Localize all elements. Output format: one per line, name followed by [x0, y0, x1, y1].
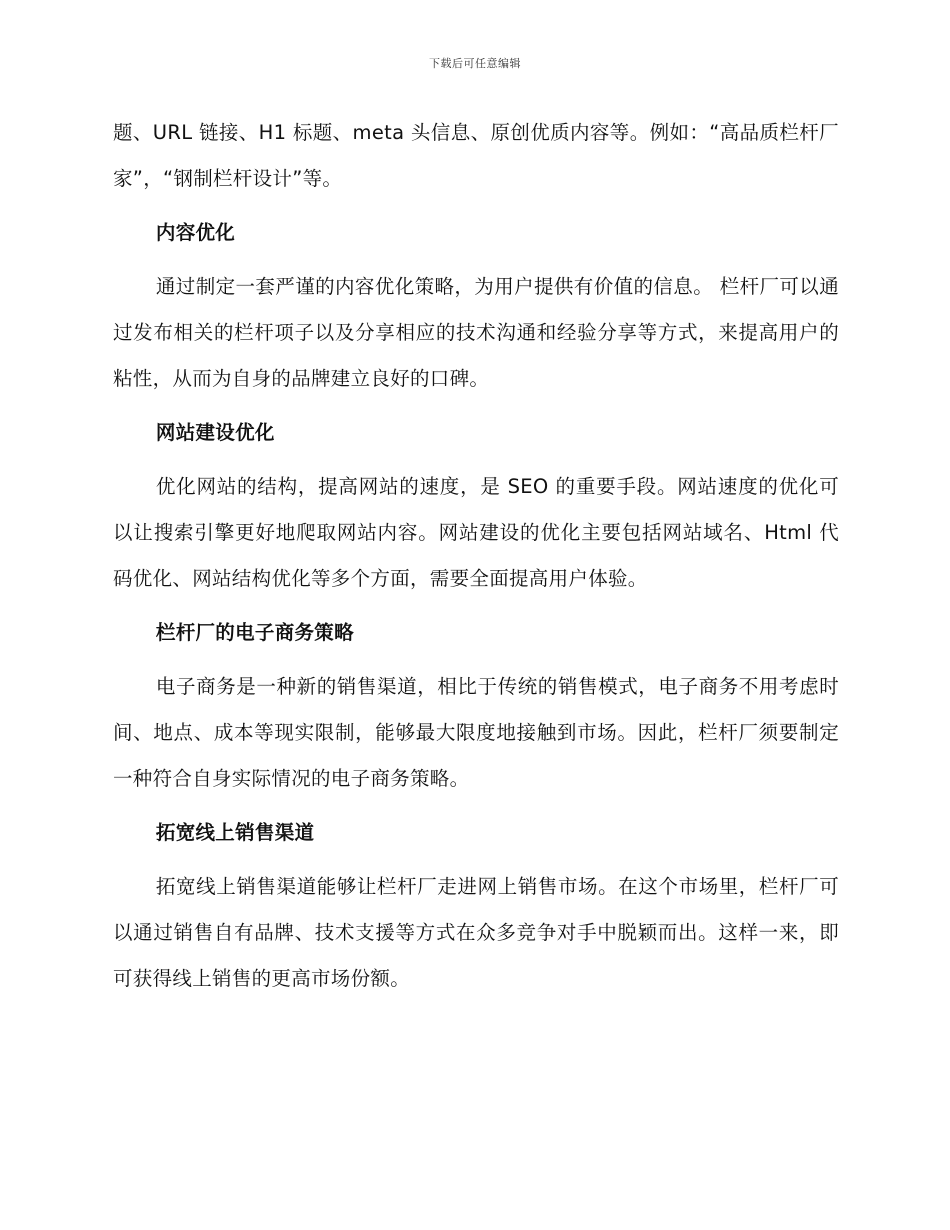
section-heading-site-optimization: 网站建设优化 [155, 421, 275, 444]
section-heading-content-optimization: 内容优化 [155, 221, 236, 244]
paragraph-ecommerce-strategy: 电子商务是一种新的销售渠道，相比于传统的销售模式，电子商务不用考虑时间、地点、成本等现实限制，能够最大限度地接触到市场。因此，栏杆厂须要制定一种符合自身实际情况的电子商务策略。 [113, 675, 839, 790]
section-heading-ecommerce-strategy: 栏杆厂的电子商务策略 [155, 621, 354, 644]
paragraph-site-optimization: 优化网站的结构，提高网站的速度，是 SEO 的重要手段。网站速度的优化可以让搜索引擎更好地爬取网站内容。网站建设的优化主要包括网站域名、Html 代码优化、网站结构优化等多个方面，需要全面提高用户体验。 [113, 475, 839, 590]
page-header: 下载后可任意编辑 [429, 57, 521, 70]
paragraph-content-optimization: 通过制定一套严谨的内容优化策略，为用户提供有价值的信息。 栏杆厂可以通过发布相关的栏杆项子以及分享相应的技术沟通和经验分享等方式，来提高用户的粘性，从而为自身的品牌建立良好的口碑。 [113, 275, 839, 390]
document-body [113, 110, 839, 1002]
paragraph-online-channels: 拓宽线上销售渠道能够让栏杆厂走进网上销售市场。在这个市场里，栏杆厂可以通过销售自有品牌、技术支援等方式在众多竞争对手中脱颖而出。这样一来，即可获得线上销售的更高市场份额。 [113, 875, 839, 990]
section-heading-online-channels: 拓宽线上销售渠道 [155, 821, 315, 844]
paragraph-intro-continuation: 题、URL 链接、H1 标题、meta 头信息、原创优质内容等。例如：“高品质栏杆厂家”，“钢制栏杆设计”等。 [113, 121, 839, 190]
